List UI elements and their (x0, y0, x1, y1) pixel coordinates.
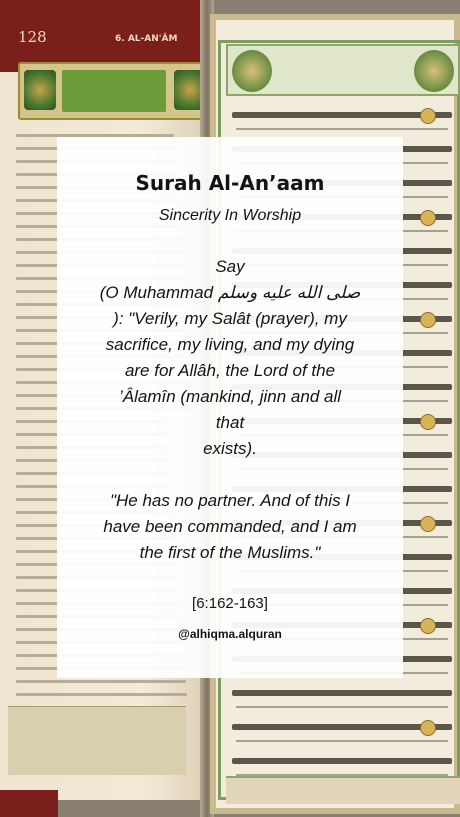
card-subtitle: Sincerity In Worship (158, 207, 302, 224)
left-running-head: 6. AL-AN'ÂM (115, 34, 178, 44)
verse-number-ornament (420, 210, 436, 226)
juz-tab (0, 790, 58, 817)
verse-line: are for Allâh, the Lord of the (124, 360, 336, 380)
left-page-text-line (16, 693, 187, 696)
verse-line: that (215, 412, 245, 432)
right-page-arabic-line (232, 112, 452, 118)
verse-line: (O Muhammad صلى الله عليه وسلم (99, 282, 361, 302)
verse-block-1 (79, 254, 381, 462)
verse-block-2 (79, 488, 381, 566)
verse-line: exists). (203, 438, 257, 458)
right-page-arabic-line (232, 690, 452, 696)
banner-medallion-right (414, 50, 454, 92)
right-page-arabic-line (232, 724, 452, 730)
right-page-footer (226, 776, 460, 804)
verse-number-ornament (420, 720, 436, 736)
quote-card (57, 137, 403, 678)
ornament-rosette-left (24, 70, 56, 110)
verse-line: ’Âlamîn (mankind, jinn and all (118, 386, 342, 406)
banner-medallion-left (232, 50, 272, 92)
verse-line: ): "Verily, my Salât (prayer), my (113, 308, 347, 328)
verse-line: have been commanded, and I am (103, 516, 357, 536)
account-handle: @alhiqma.alquran (178, 627, 282, 642)
verse-number-ornament (420, 312, 436, 328)
verse-line: "He has no partner. And of this I (109, 490, 351, 510)
card-title: Surah Al-An’aam (135, 171, 325, 195)
verse-number-ornament (420, 618, 436, 634)
verse-number-ornament (420, 108, 436, 124)
left-page-text-line (16, 680, 186, 683)
right-page-arabic-line (232, 758, 452, 764)
verse-line: sacrifice, my living, and my dying (105, 334, 355, 354)
surah-title-plate (18, 62, 212, 120)
title-plate-center (62, 70, 166, 112)
left-footnote-band (8, 706, 186, 775)
left-page-number: 128 (18, 28, 47, 46)
right-page-transliteration-line (236, 706, 448, 708)
verse-number-ornament (420, 414, 436, 430)
verse-number-ornament (420, 516, 436, 532)
right-page-transliteration-line (236, 128, 448, 130)
verse-reference: [6:162-163] (192, 594, 268, 612)
verse-line: the first of the Muslims." (139, 542, 321, 562)
verse-line: Say (215, 256, 245, 276)
right-page-transliteration-line (236, 740, 448, 742)
